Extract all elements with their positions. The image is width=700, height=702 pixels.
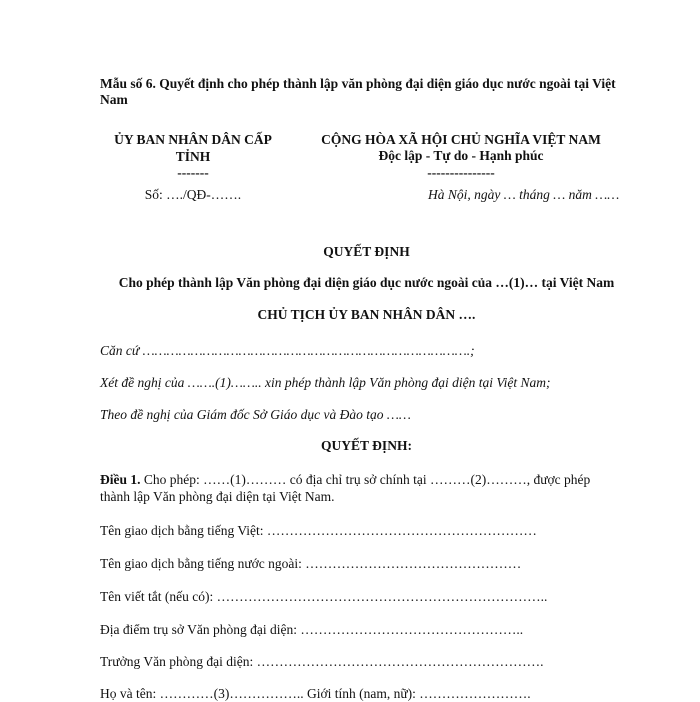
issuing-chairman: CHỦ TỊCH ỦY BAN NHÂN DÂN …. xyxy=(257,307,476,322)
field-office-head: Trưởng Văn phòng đại diện: ………………………………………………………. xyxy=(100,654,544,669)
document-subtitle: Cho phép thành lập Văn phòng đại diện giáo dục nước ngoài của …(1)… tại Việt Nam xyxy=(118,275,615,290)
form-title: Mẫu số 6. Quyết định cho phép thành lập văn phòng đại diện giáo dục nước ngoài tại Việt Nam xyxy=(100,76,616,107)
decision-heading: QUYẾT ĐỊNH: xyxy=(321,438,412,453)
preamble-recommendation: Theo đề nghị của Giám đốc Sở Giáo dục và Đào tạo …… xyxy=(100,407,411,422)
field-vietnamese-trade-name: Tên giao dịch bằng tiếng Việt: …………………………………………………… xyxy=(100,523,537,538)
place-and-date: Hà Nội, ngày … tháng … năm …… xyxy=(428,187,620,202)
field-full-name-gender: Họ và tên: …………(3)…………….. Giới tính (nam, nữ): ……………………. xyxy=(100,686,531,701)
field-foreign-trade-name: Tên giao dịch bằng tiếng nước ngoài: ………………………………………… xyxy=(100,556,522,571)
left-header-divider: ------- xyxy=(177,165,209,180)
issuing-authority: ỦY BAN NHÂN DÂN CẤP TỈNH xyxy=(114,132,272,164)
field-abbreviation: Tên viết tắt (nếu có): ……………………………………………………………….. xyxy=(100,589,548,604)
article-1 xyxy=(100,471,615,505)
right-header-divider: --------------- xyxy=(427,165,495,180)
document-number: Số: …./QĐ-……. xyxy=(144,187,242,202)
preamble-legal-basis: Căn cứ ……………………………………………………………………….; xyxy=(100,343,475,358)
preamble-proposal: Xét đề nghị của …….(1)…….. xin phép thành lập Văn phòng đại diện tại Việt Nam; xyxy=(100,375,551,390)
national-motto: Độc lập - Tự do - Hạnh phúc xyxy=(378,148,544,163)
country-name: CỘNG HÒA XÃ HỘI CHỦ NGHĨA VIỆT NAM xyxy=(321,132,601,147)
document-title: QUYẾT ĐỊNH xyxy=(323,244,410,259)
field-office-address: Địa điểm trụ sở Văn phòng đại diện: ………………………………………….. xyxy=(100,622,524,637)
article-1-label: Điều 1. xyxy=(100,472,141,487)
article-1-text: Cho phép: ……(1)……… có địa chỉ trụ sở chính tại ………(2)………, được phép thành lập Văn phòng đại diện tại Việt Nam. xyxy=(100,472,591,504)
